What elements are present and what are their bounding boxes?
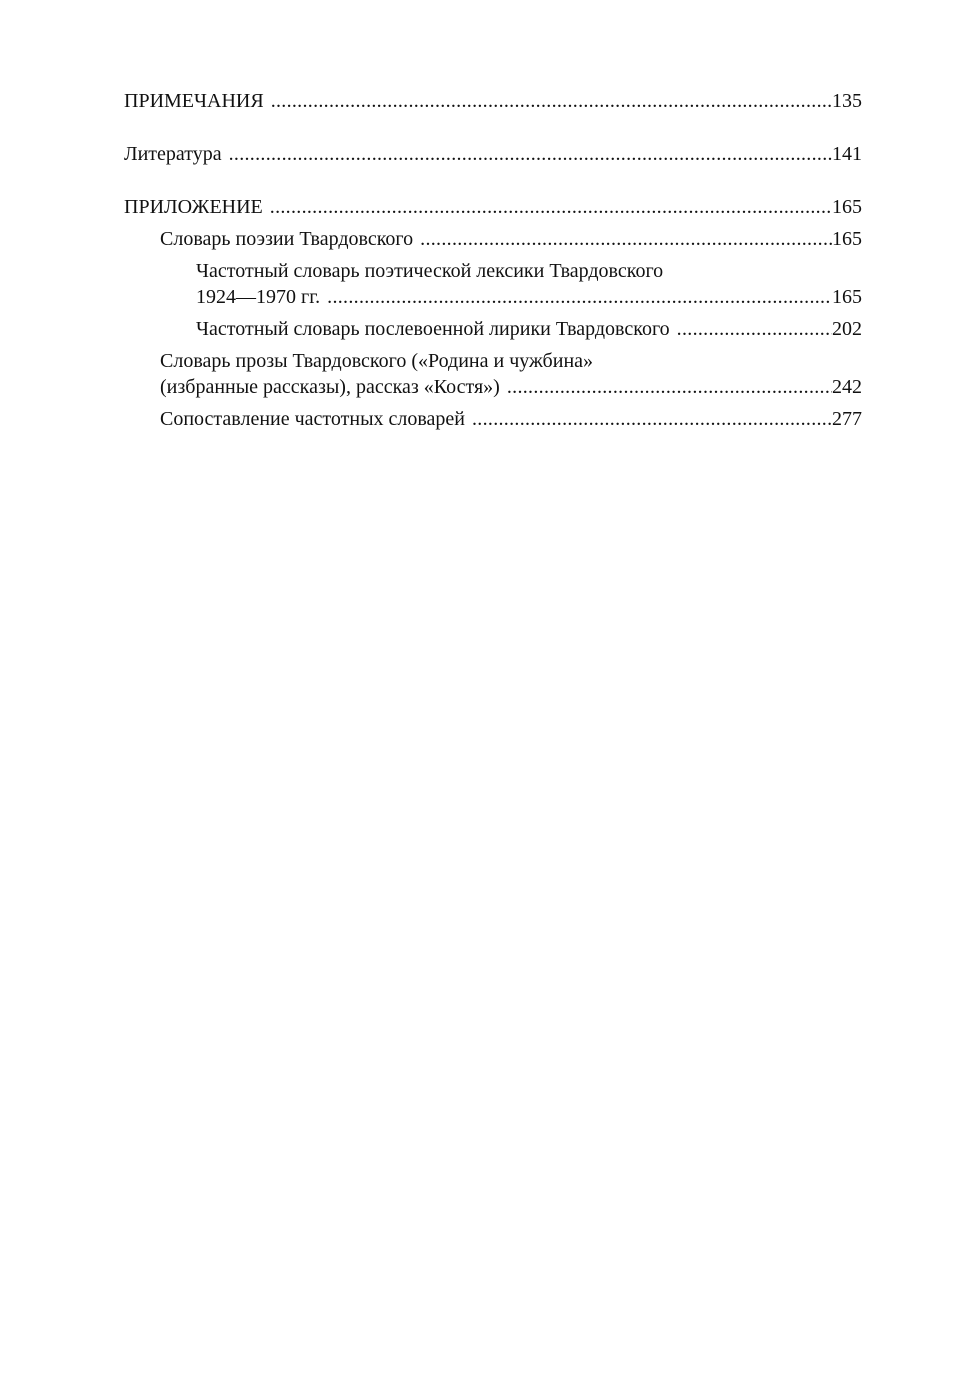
- toc-page-number: 242: [832, 376, 862, 398]
- toc-entry-title: Литература: [124, 143, 222, 165]
- toc-entry-notes[interactable]: [124, 88, 862, 114]
- toc-page-number: 135: [832, 90, 862, 112]
- toc-entry-title: Словарь поэзии Твардовского: [160, 228, 414, 250]
- toc-entry-title-line2: (избранные рассказы), рассказ «Костя»): [160, 376, 500, 398]
- toc-page-number: 202: [832, 318, 862, 340]
- toc-entry-title: Частотный словарь послевоенной лирики Твардовского: [196, 318, 670, 340]
- toc-entry-literature[interactable]: [124, 141, 862, 167]
- toc-entry-appendix[interactable]: [124, 194, 862, 220]
- toc-page-number: 165: [832, 228, 862, 250]
- toc-entry-title-line2: 1924—1970 гг.: [196, 286, 321, 308]
- toc-entry-poetry-dictionary[interactable]: [160, 226, 862, 252]
- toc-entry-frequency-dictionary-postwar[interactable]: [196, 316, 862, 342]
- toc-entry-frequency-dictionary-poetic[interactable]: [196, 258, 862, 310]
- toc-leader-dots: [507, 374, 832, 400]
- toc-leader-dots: [270, 194, 832, 220]
- toc-entry-title: ПРИМЕЧАНИЯ: [124, 90, 264, 112]
- toc-entry-title: ПРИЛОЖЕНИЕ: [124, 196, 263, 218]
- toc-page-number: 141: [832, 143, 862, 165]
- toc-page-number: 165: [832, 196, 862, 218]
- toc-leader-dots: [677, 316, 832, 342]
- toc-entry-prose-dictionary[interactable]: [160, 348, 862, 400]
- table-of-contents: [124, 88, 862, 432]
- toc-leader-dots: [472, 406, 832, 432]
- toc-entry-title-line1: Словарь прозы Твардовского («Родина и чужбина»: [160, 350, 594, 372]
- toc-page-number: 165: [832, 286, 862, 308]
- toc-entry-comparison[interactable]: [160, 406, 862, 432]
- toc-leader-dots: [420, 226, 832, 252]
- toc-entry-title: Сопоставление частотных словарей: [160, 408, 465, 430]
- toc-entry-title-line1: Частотный словарь поэтической лексики Твардовского: [196, 260, 664, 282]
- toc-leader-dots: [229, 141, 832, 167]
- toc-page-number: 277: [832, 408, 862, 430]
- toc-leader-dots: [271, 88, 832, 114]
- toc-leader-dots: [327, 284, 832, 310]
